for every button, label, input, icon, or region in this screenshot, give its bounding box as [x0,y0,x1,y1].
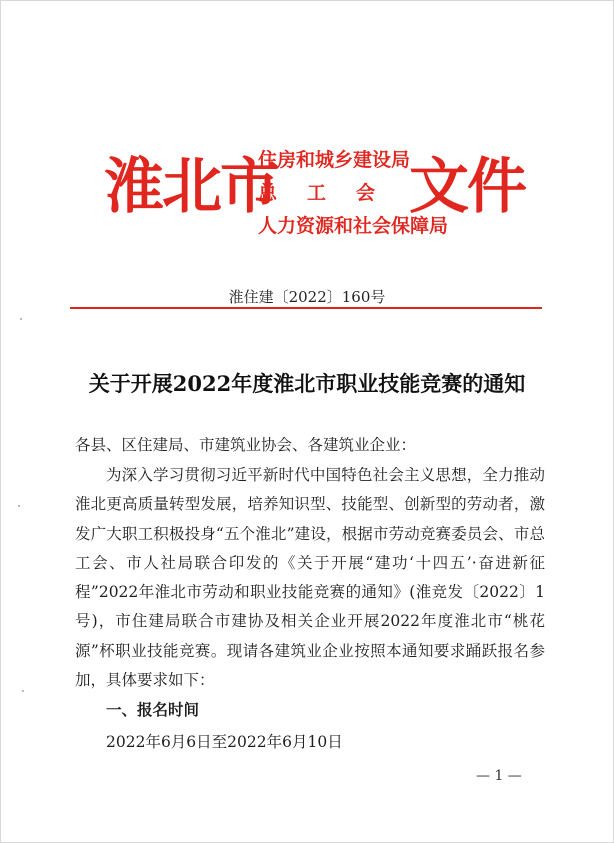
issuer-human-resources-bureau: 人力资源和社会保障局 [258,215,449,237]
salutation: 各县、区住建局、市建筑业协会、各建筑业企业： [75,436,417,454]
notice-title: 关于开展2022年度淮北市职业技能竞赛的通知 [88,371,526,396]
section-heading-registration-time: 一、报名时间 [106,700,200,719]
registration-dates: 2022年6月6日至2022年6月10日 [106,733,343,751]
document-number: 淮住建〔2022〕160号 [228,288,386,306]
red-divider-line [70,307,542,309]
scan-speck [18,505,20,507]
body-paragraph: 为深入学习贯彻习近平新时代中国特色社会主义思想，全力推动淮北更高质量转型发展，培养知识型、技能型、创新型的劳动者，激发广大职工积极投身“五个淮北”建设，根据市劳动竞赛委员会、市总工会、市人社局联合印发的《关于开展“建功‘十四五’·奋进新征程”2022年淮北市劳动和职业技能竞赛的通知》(淮竞发〔2022〕1号)，市住建局联合市建协及相关企业开展2022年度淮北市“桃花源”杯职业技能竞赛。现请各建筑业企业按照本通知要求踊跃报名参加，具体要求如下： [75,466,545,690]
issuer-housing-bureau: 住房和城乡建设局 [258,149,411,171]
header-city: 淮北市 [104,152,278,222]
page-number: — 1 — [476,768,522,784]
issuer-federation-of-trade-unions: 总工会 [258,182,406,204]
scan-speck [20,318,22,320]
scan-speck [22,690,24,692]
header-doc-type: 文件 [409,152,525,222]
